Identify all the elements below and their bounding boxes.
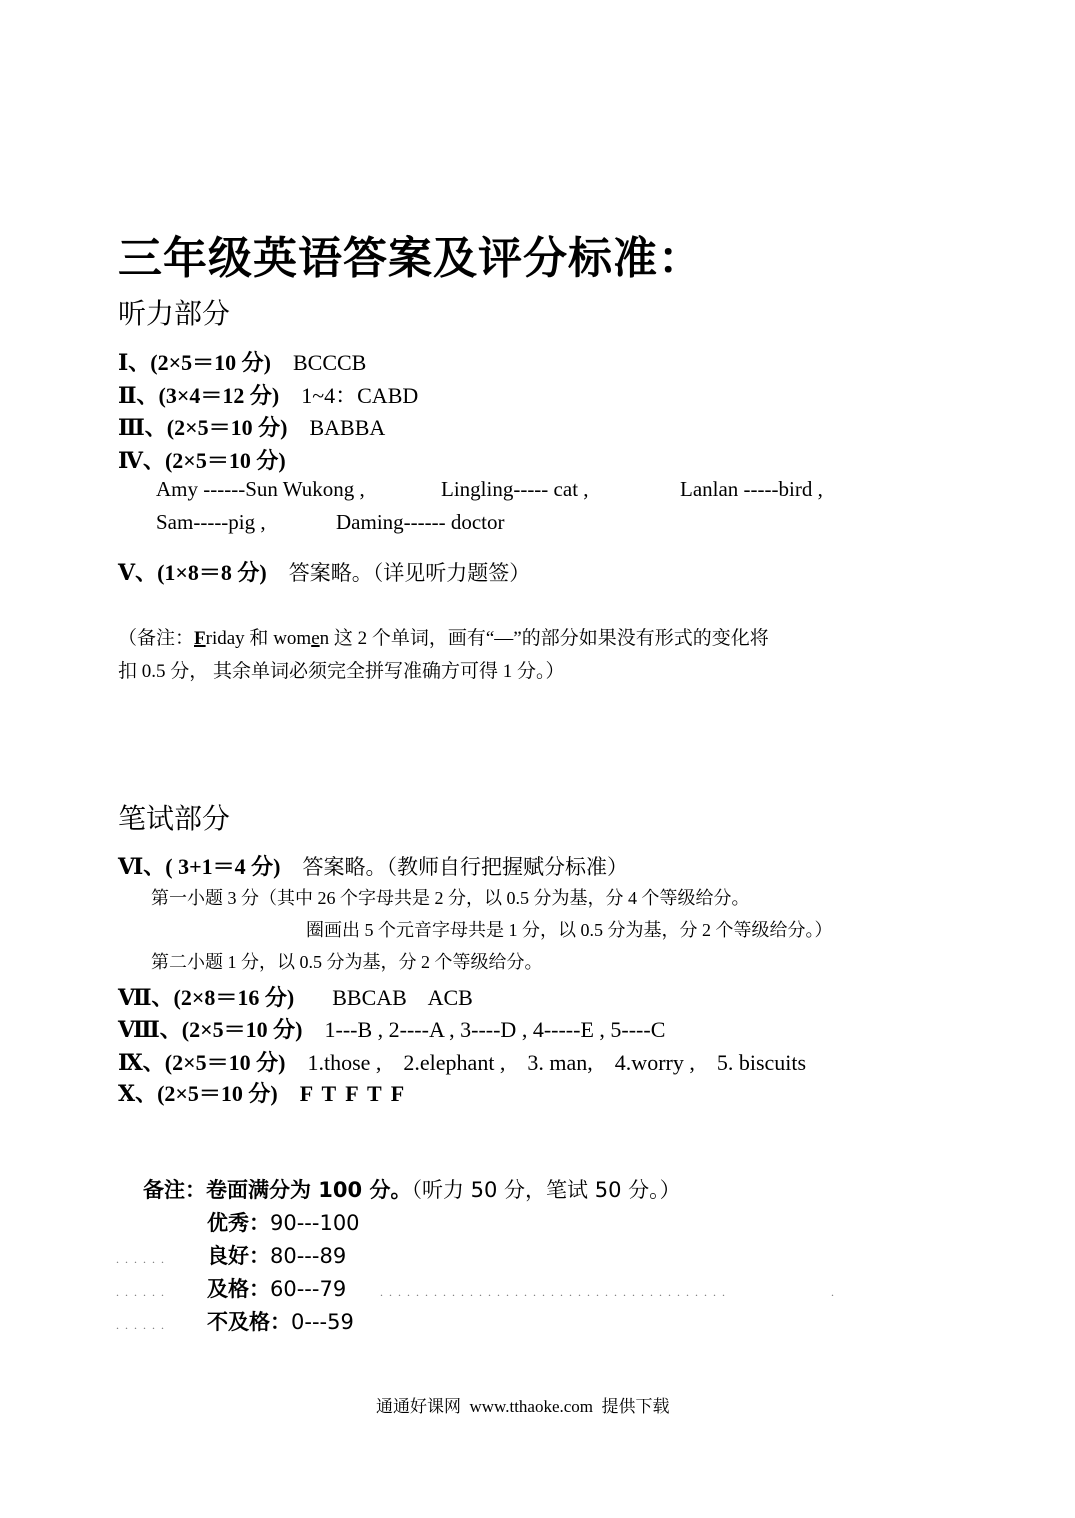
question-3-label: Ⅲ、(2×5＝10 分)	[118, 415, 288, 440]
question-4-label: Ⅳ、(2×5＝10 分)	[118, 448, 286, 473]
question-5	[118, 556, 530, 587]
question-8-answer: 1---B , 2----A , 3----D , 4-----E , 5----C	[324, 1017, 666, 1042]
question-6-detail-3: 第二小题 1 分，以 0.5 分为基，分 2 个等级给分。	[151, 952, 543, 972]
question-6-detail-2: 圈画出 5 个元音字母共是 1 分，以 0.5 分为基，分 2 个等级给分。）	[306, 920, 833, 940]
summary-note	[143, 1174, 681, 1204]
question-7-answer: BBCAB ACB	[332, 985, 473, 1010]
dot-leader-1: ......	[116, 1252, 170, 1266]
question-9-answer: 1.those , 2.elephant , 3. man, 4.worry , 5. biscuits	[307, 1050, 807, 1075]
question-10	[118, 1077, 406, 1108]
question-5-answer: 答案略。（详见听力题签）	[288, 561, 531, 585]
question-4	[118, 444, 286, 475]
question-7	[118, 981, 473, 1012]
question-5-label: Ⅴ、(1×8＝8 分)	[118, 560, 267, 585]
question-2-answer: 1~4：CABD	[301, 383, 419, 408]
question-1	[118, 346, 366, 377]
dot-leader-2: ......	[116, 1285, 170, 1299]
question-6-detail-1: 第一小题 3 分（其中 26 个字母共是 2 分，以 0.5 分为基，分 4 个等级给分。	[151, 888, 750, 908]
dot-leader-4: .	[831, 1285, 840, 1299]
match-pair-5: Daming------ doctor	[336, 510, 505, 534]
underlined-letter-e: e	[311, 628, 320, 649]
question-1-label: Ⅰ、(2×5＝10 分)	[118, 350, 271, 375]
question-10-label: Ⅹ、(2×5＝10 分)	[118, 1081, 278, 1106]
question-6-label: Ⅵ、( 3+1＝4 分)	[118, 854, 281, 879]
listening-note-line-2: 扣 0.5 分， 其余单词必须完全拼写准确方可得 1 分。）	[118, 661, 565, 682]
grade-excellent: 优秀：90---100	[207, 1211, 360, 1235]
question-2	[118, 379, 418, 410]
grade-pass: 及格：60---79	[207, 1277, 347, 1301]
listening-heading: 听力部分	[118, 297, 231, 330]
question-1-answer: BCCCB	[292, 350, 367, 375]
question-3-answer: BABBA	[309, 415, 386, 440]
question-10-answer: F T F T F	[299, 1081, 407, 1106]
question-7-label: Ⅶ、(2×8＝16 分)	[118, 985, 295, 1010]
footer-source: 通通好课网 www.tthaoke.com 提供下载	[376, 1397, 670, 1416]
question-2-label: Ⅱ、(3×4＝12 分)	[118, 383, 280, 408]
question-8-label: Ⅷ、(2×5＝10 分)	[118, 1017, 303, 1042]
match-pair-3: Lanlan -----bird ,	[680, 477, 823, 501]
match-pair-4: Sam-----pig ,	[156, 510, 266, 534]
summary-label: 备注：卷面满分为 100 分。	[143, 1178, 412, 1202]
dot-leader-3: .......................................	[380, 1285, 731, 1299]
question-9-label: Ⅸ、(2×5＝10 分)	[118, 1050, 286, 1075]
dot-leader-5: ......	[116, 1318, 170, 1332]
question-8	[118, 1013, 665, 1044]
question-6	[118, 850, 628, 881]
underlined-letter-f: F	[194, 628, 206, 649]
match-pair-2: Lingling----- cat ,	[441, 477, 589, 501]
grade-good: 良好：80---89	[207, 1244, 347, 1268]
question-3	[118, 411, 385, 442]
listening-note-line-1: （备注：Friday 和 women 这 2 个单词，画有“—”的部分如果没有形式的变化将	[118, 628, 769, 649]
writing-heading: 笔试部分	[118, 802, 231, 835]
match-pair-1: Amy ------Sun Wukong ,	[156, 477, 365, 501]
page-title: 三年级英语答案及评分标准：	[118, 234, 703, 283]
summary-detail: （听力 50 分，笔试 50 分。）	[411, 1178, 681, 1202]
question-6-answer: 答案略。（教师自行把握赋分标准）	[302, 855, 628, 879]
grade-fail: 不及格：0---59	[207, 1310, 354, 1334]
question-9	[118, 1046, 806, 1077]
